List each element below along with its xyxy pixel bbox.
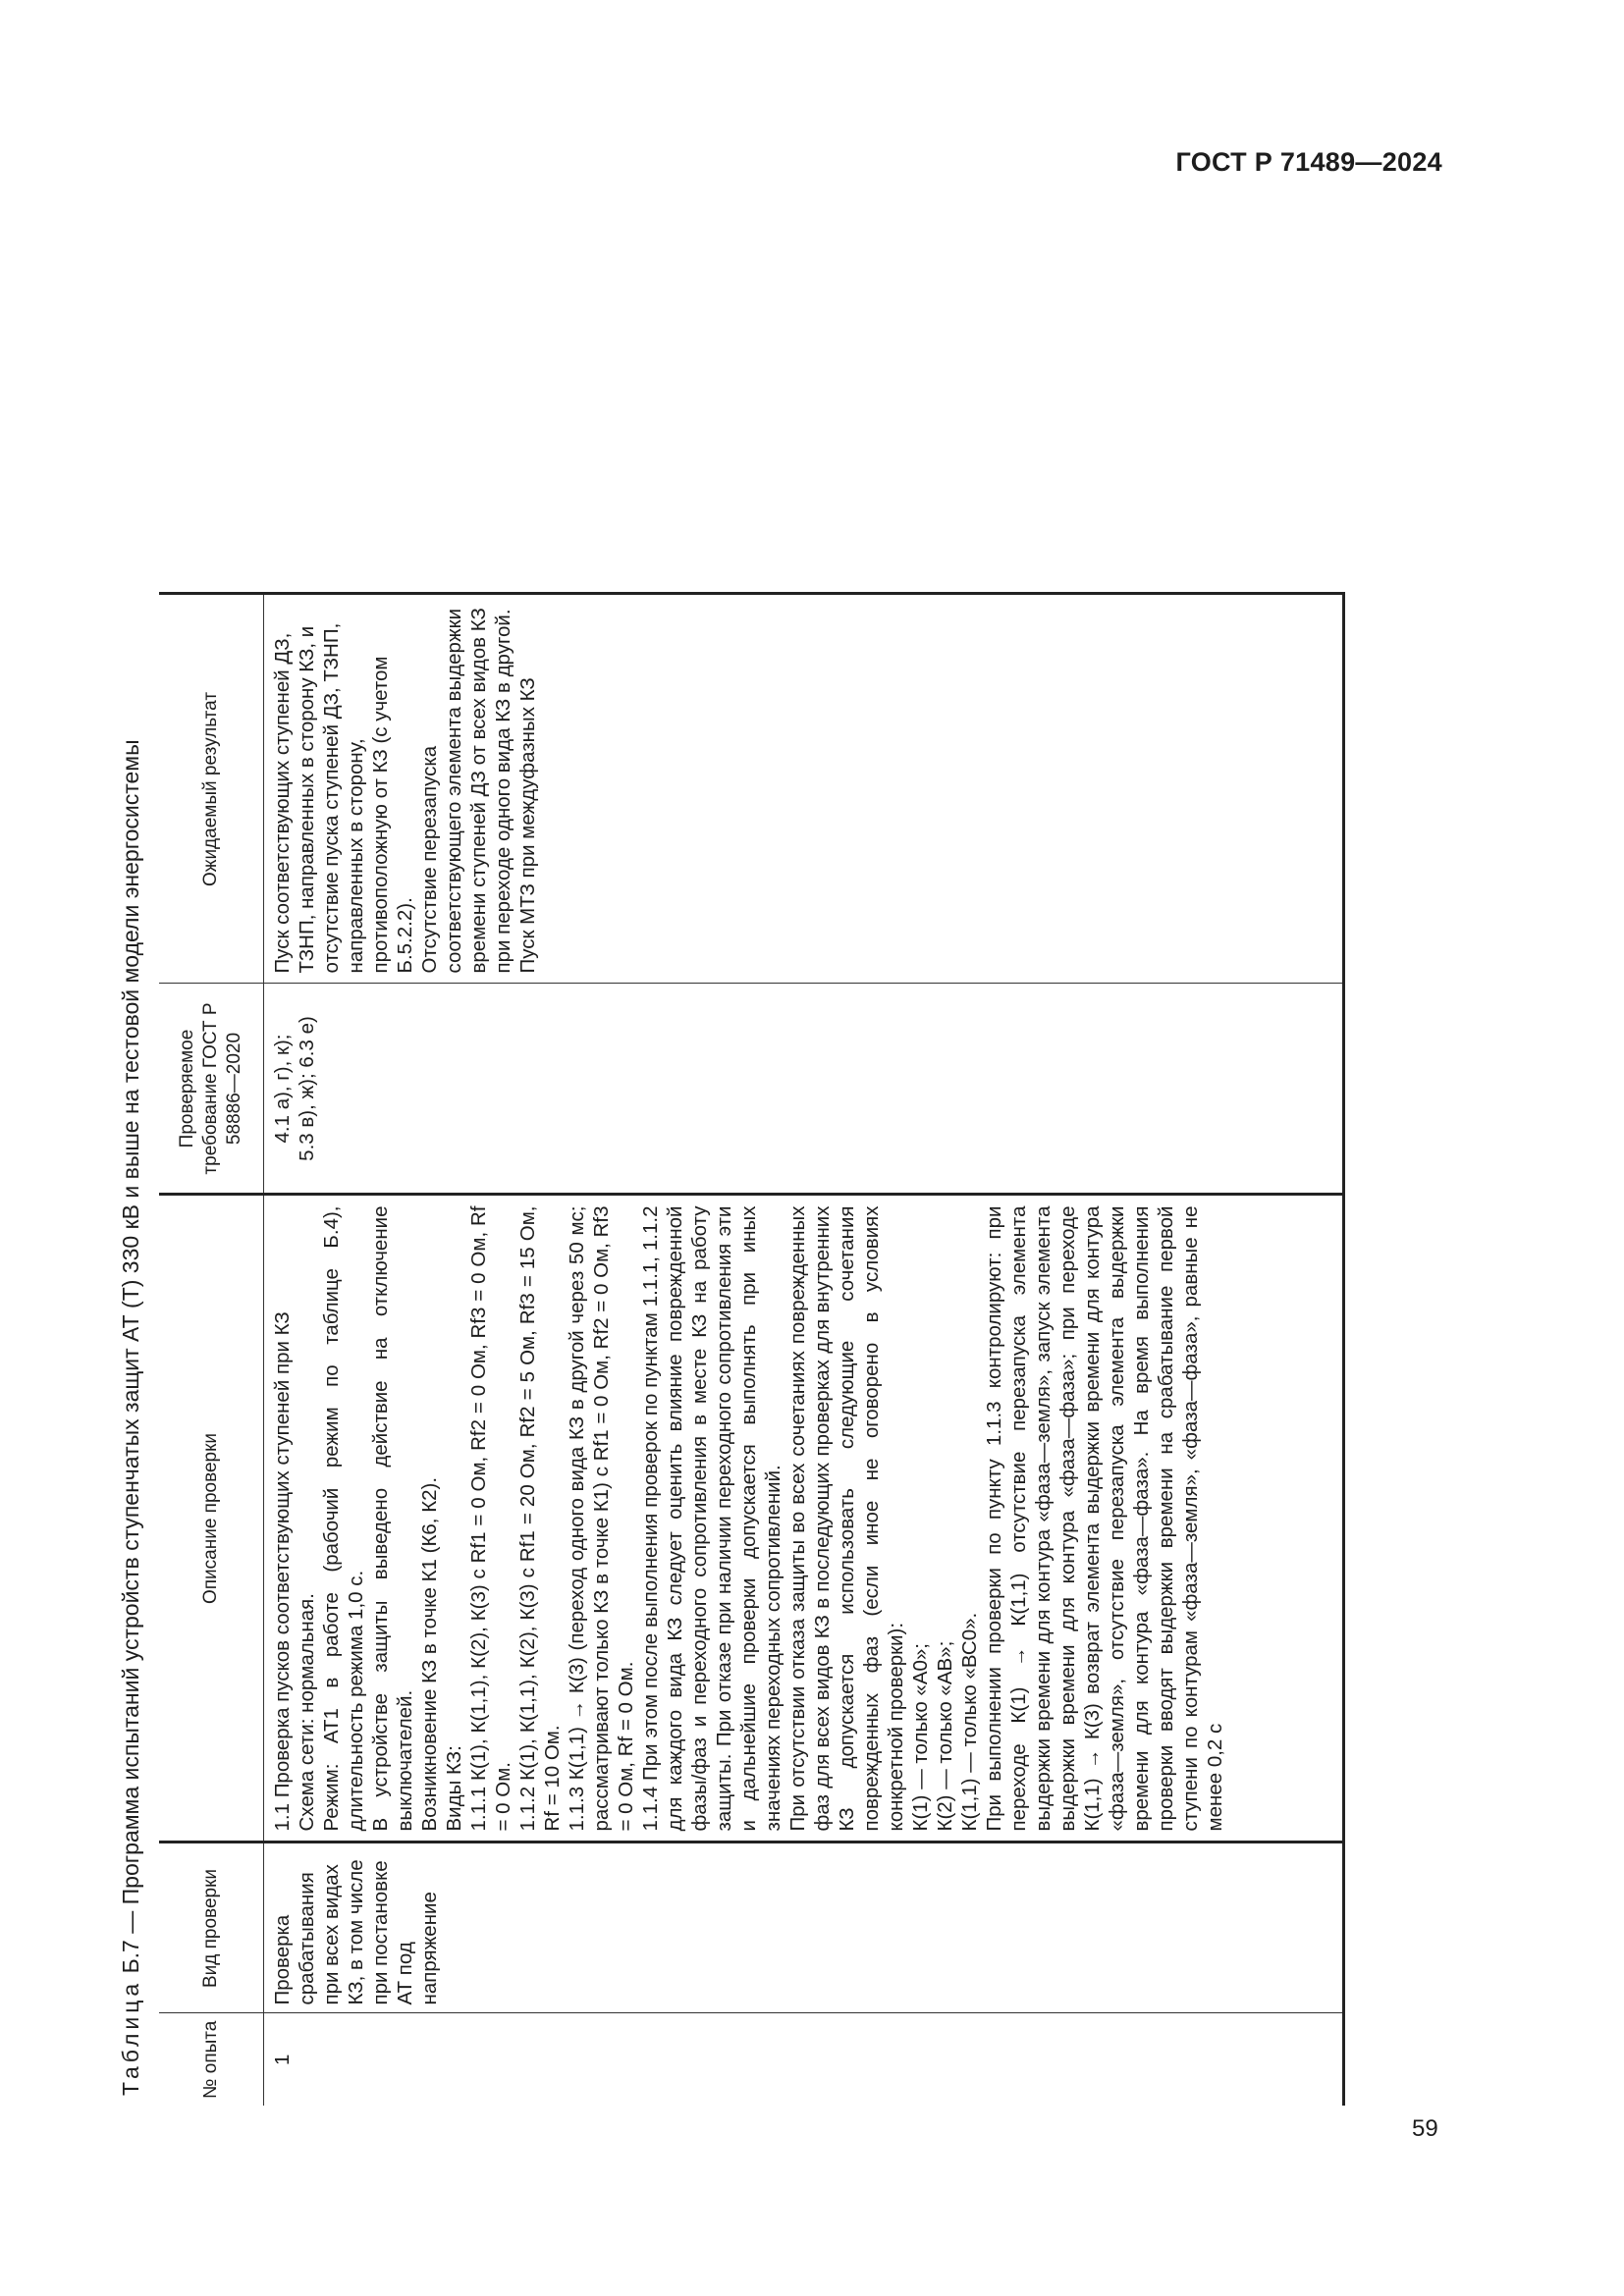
header-kind: Вид проверки (159, 1842, 264, 2013)
table-row (264, 594, 1344, 2106)
page-number: 59 (1412, 2115, 1438, 2142)
result-line: Пуск соответствующих ступеней ДЗ, ТЗНП, направленных в сторону КЗ, и отсутствие пуска ступеней ДЗ, ТЗНП, направленных в сторону, противоположную от КЗ (с учетом Б.5.2.2). (271, 622, 416, 974)
desc-line: Виды КЗ: (443, 1745, 465, 1832)
cell-result (264, 594, 1344, 984)
desc-line: Схема сети: нормальная. (296, 1593, 318, 1832)
desc-line: 1.1.2 К(1), К(1,1), К(2), К(3) с Rf1 = 20 Ом, Rf2 = 5 Ом, Rf3 = 15 Ом, Rf = 10 Ом. (516, 1205, 564, 1832)
header-desc: Описание проверки (159, 1195, 264, 1842)
table-caption (118, 739, 144, 2096)
table-header-row (159, 594, 264, 2106)
req-line: 5.3 в), ж); 6.3 е) (296, 1016, 318, 1161)
standard-number: ГОСТ Р 71489—2024 (1175, 147, 1442, 177)
desc-line: 1.1.3 К(1,1) → К(3) (переход одного вида КЗ в другой через 50 мс; рассматривают только КЗ в точке К1) с Rf1 = 0 Ом, Rf2 = 0 Ом, Rf3 = 0 Ом, Rf = 0 Ом. (566, 1205, 637, 1832)
caption-prefix: Таблица (118, 1979, 143, 2096)
desc-line: 1.1 Проверка пусков соответствующих ступеней при КЗ (271, 1311, 294, 1832)
desc-line: В устройстве защиты выведено действие на отключение выключателей. (369, 1205, 416, 1832)
desc-line: 1.1.4 При этом после выполнения проверок по пунктам 1.1.1, 1.1.2 для каждого вида КЗ следует оценить влияние поврежденной фазы/фаз и переходного сопротивления в месте КЗ на работу защиты. При отказе при наличии переходного сопротивления эти и дальнейшие проверки допускается выполнять при иных значениях переходных сопротивлений. (639, 1205, 785, 1832)
test-program-table (159, 593, 1345, 2107)
req-line: 4.1 а), г), к); (271, 1034, 294, 1144)
header-result: Ожидаемый результат (159, 594, 264, 984)
cell-num: 1 (264, 2013, 1344, 2106)
cell-req (264, 984, 1344, 1195)
cell-desc (264, 1195, 1344, 1842)
desc-line: К(2) — только «АВ»; (934, 1640, 956, 1832)
desc-line: 1.1.1 К(1), К(1,1), К(2), К(3) с Rf1 = 0 Ом, Rf2 = 0 Ом, Rf3 = 0 Ом, Rf = 0 Ом. (467, 1205, 514, 1832)
caption-text: Б.7 — Программа испытаний устройств ступенчатых защит АТ (Т) 330 кВ и выше на тестовой модели энергосистемы (118, 739, 143, 1980)
result-line: Отсутствие перезапуска соответствующего элемента выдержки времени ступеней ДЗ от всех видов КЗ при переходе одного вида КЗ в другой. Пуск МТЗ при междуфазных КЗ (418, 608, 539, 974)
desc-line: Режим: АТ1 в работе (рабочий режим по таблице Б.4), длительность режима 1,0 с. (320, 1205, 367, 1832)
desc-line: Возникновение КЗ в точке К1 (К6, К2). (418, 1476, 441, 1832)
rotated-table-block (118, 594, 1345, 2106)
header-num: № опыта (159, 2013, 264, 2106)
header-req: Проверяемое требование ГОСТ Р 58886—2020 (159, 984, 264, 1195)
desc-line: При выполнении проверки по пункту 1.1.3 контролируют: при переходе К(1) → К(1,1) отсутствие перезапуска элемента выдержки времени для контура «фаза—земля», запуск элемента выдержки времени для контура «фаза—фаза»; при переходе К(1,1) → К(3) возврат элемента выдержки времени для контура «фаза—земля», отсутствие перезапуска элемента выдержки времени для контура «фаза—фаза». На время выполнения проверки вводят выдержки времени на срабатывание первой ступени по контурам «фаза—земля», «фаза—фаза», равные не менее 0,2 с (983, 1205, 1226, 1832)
desc-line: К(1) — только «А0»; (909, 1642, 932, 1832)
desc-line: При отсутствии отказа защиты во всех сочетаниях поврежденных фаз для всех видов КЗ в последующих проверках для внутренних КЗ допускается использовать следующие сочетания поврежденных фаз (если иное не оговорено в условиях конкретной проверки): (786, 1205, 907, 1832)
desc-line: К(1,1) — только «ВС0». (958, 1612, 981, 1832)
cell-kind: Проверка срабатывания при всех видах КЗ, в том числе при постановке АТ под напряжение (264, 1842, 1344, 2013)
